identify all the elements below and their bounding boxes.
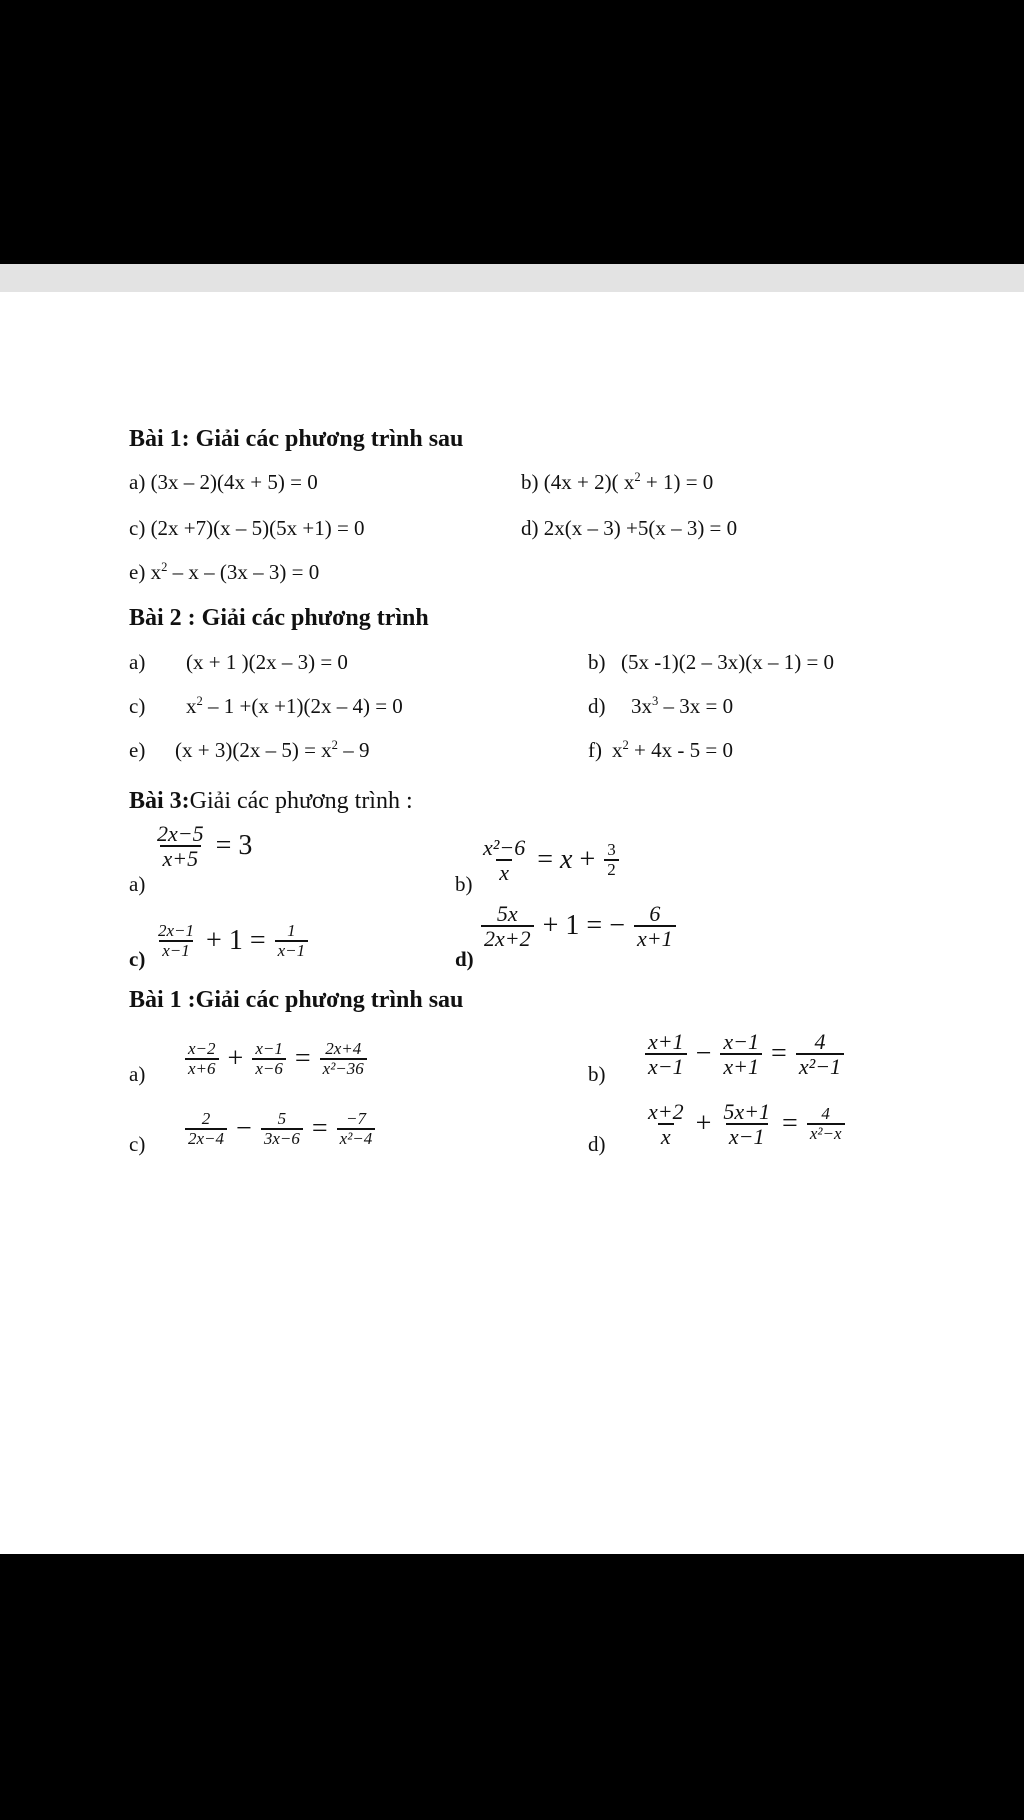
equation-3d: $\frac{5x}{2x+2}$ + 1 = − $\frac{6}{x+1}$ xyxy=(479,902,678,950)
label-3a: a) xyxy=(129,872,146,896)
problem-1c: c) (2x +7)(x – 5)(5x +1) = 0 xyxy=(129,516,365,540)
label-4b: b) xyxy=(588,1062,606,1086)
equation-4b: $\frac{x+1}{x-1}$ − $\frac{x-1}{x+1}$ = $\frac{4}{\text{x²−1}}$ xyxy=(643,1030,846,1078)
label-2a: a) xyxy=(129,650,146,674)
problem-2e: $(x + 3)(2x - 5) = x^2 - 9$ xyxy=(175,738,370,762)
viewer-top-strip xyxy=(0,264,1024,292)
problem-1a: a) (3x – 2)(4x + 5) = 0 xyxy=(129,470,318,494)
section-title-bai3: Bài 3:Giải các phương trình : xyxy=(129,788,413,814)
section-title-bai1-second: Bài 1 :Giải các phương trình sau xyxy=(129,987,464,1013)
section-title-bai1: Bài 1: Giải các phương trình sau xyxy=(129,426,464,452)
problem-1b: b) (4x + 2)( $x^2 + 1) = 0$ xyxy=(521,470,714,494)
equation-3b: $\frac{\text{x²−6}}{x}$ = x + $\frac{3}{2}$ xyxy=(478,836,621,884)
problem-1e: e) $x^2 - x - (3x - 3) = 0$ xyxy=(129,560,320,584)
label-4c: c) xyxy=(129,1132,146,1156)
problem-1d: d) 2x(x – 3) +5(x – 3) = 0 xyxy=(521,516,738,540)
label-3b: b) xyxy=(455,872,473,896)
document-page[interactable] xyxy=(0,292,1024,1554)
equation-3c: $\frac{2x-1}{x-1}$ + 1 = $\frac{1}{x-1}$ xyxy=(153,922,310,960)
equation-3a: $\frac{2x-5}{x+5}$ = 3 xyxy=(157,821,253,872)
label-4d: d) xyxy=(588,1132,606,1156)
label-2d: d) xyxy=(588,694,606,718)
problem-2c: $x^2 - 1 +(x +1)(2x - 4) = 0$ xyxy=(186,694,403,718)
label-2c: c) xyxy=(129,694,146,718)
label-2f: f) xyxy=(588,738,602,762)
section-title-bai2: Bài 2 : Giải các phương trình xyxy=(129,605,429,631)
equation-4c: $\frac{2}{2x-4}$ − $\frac{5}{3x-6}$ = $\frac{-7}{\text{x²−4}}$ xyxy=(183,1110,377,1148)
equation-4d: $\frac{x+2}{x}$ + $\frac{5x+1}{x-1}$ = $\frac{4}{\text{x²−x}}$ xyxy=(643,1100,847,1148)
label-2b: b) xyxy=(588,650,606,674)
bottom-black-band xyxy=(0,1554,1024,1820)
label-2e: e) xyxy=(129,738,146,762)
label-3c: c) xyxy=(129,947,146,971)
label-4a: a) xyxy=(129,1062,146,1086)
problem-2f: $x^2 + 4x - 5 = 0$ xyxy=(612,738,733,762)
problem-2b: (5x -1)(2 – 3x)(x – 1) = 0 xyxy=(621,650,835,674)
problem-2d: $3x^3 - 3x = 0$ xyxy=(631,694,734,718)
label-3d: d) xyxy=(455,947,474,971)
equation-4a: $\frac{x-2}{x+6}$ + $\frac{x-1}{x-6}$ = $\frac{2x+4}{\text{x²−36}}$ xyxy=(183,1040,369,1078)
top-black-band xyxy=(0,0,1024,264)
problem-2a: (x + 1 )(2x – 3) = 0 xyxy=(186,650,348,674)
